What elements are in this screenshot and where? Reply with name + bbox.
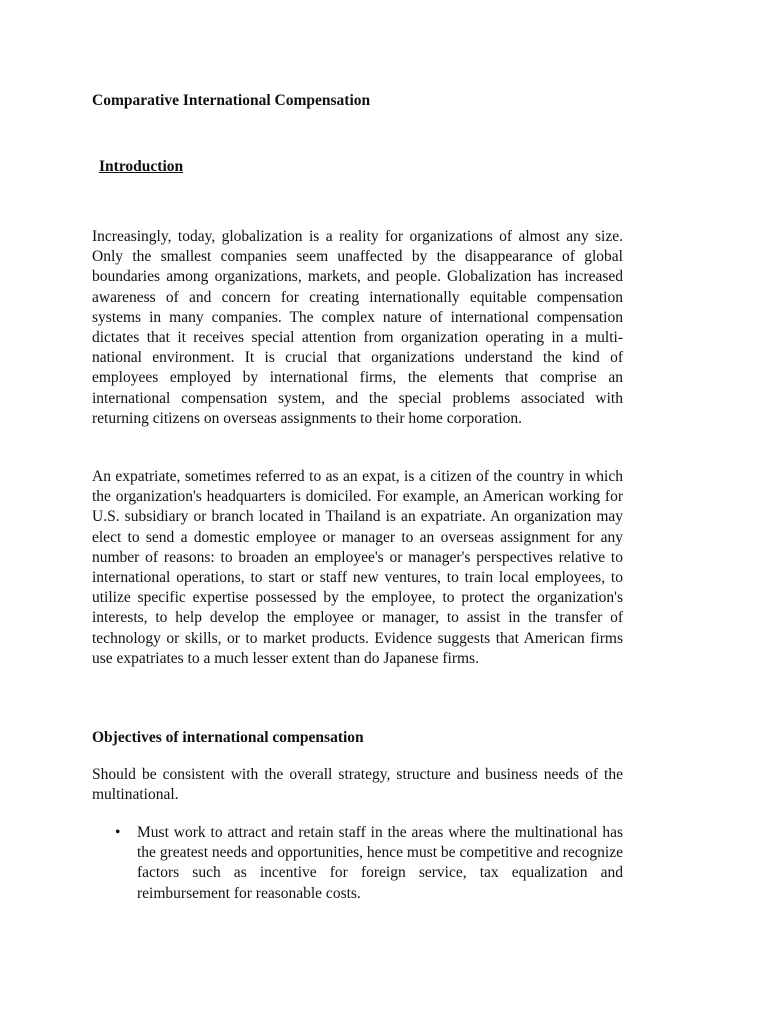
objectives-bullet-list bbox=[92, 823, 623, 904]
paragraph-expatriate: An expatriate, sometimes referred to as an expat, is a citizen of the country in which the organization's headquarters is domiciled. For example, an American working for U.S. subsidiary or branch located in Thailand is an expatriate. An organization may elect to send a domestic employee or manager to an overseas assignment for any number of reasons: to broaden an employee's or manager's perspectives relative to international operations, to start or staff new ventures, to train local employees, to utilize specific expertise possessed by the employee, to protect the organization's interests, to help develop the employee or manager, to assist in the transfer of technology or skills, or to market products. Evidence suggests that American firms use expatriates to a much lesser extent than do Japanese firms. bbox=[92, 468, 623, 667]
introduction-heading: Introduction bbox=[99, 158, 184, 175]
paragraph-globalization: Increasingly, today, globalization is a reality for organizations of almost any size. Only the smallest companies seem unaffected by the disappearance of global boundaries among organizations, markets, and people. Globalization has increased awareness of and concern for creating internationally equitable compensation systems in many companies. The complex nature of international compensation dictates that it receives special attention from organization operating in a multi-national environment. It is crucial that organizations understand the kind of employees employed by international firms, the elements that comprise an international compensation system, and the special problems associated with returning citizens on overseas assignments to their home corporation. bbox=[92, 228, 623, 427]
paragraph-objectives-intro: Should be consistent with the overall strategy, structure and business needs of the multinational. bbox=[92, 766, 623, 804]
objectives-heading: Objectives of international compensation bbox=[92, 729, 364, 746]
list-item bbox=[92, 823, 623, 904]
document-title: Comparative International Compensation bbox=[92, 92, 371, 109]
bullet-text: Must work to attract and retain staff in the areas where the multinational has the greatest needs and opportunities, hence must be competitive and recognize factors such as incentive for foreign service, tax equalization and reimbursement for reasonable costs. bbox=[137, 824, 623, 902]
bullet-icon: • bbox=[115, 824, 121, 841]
